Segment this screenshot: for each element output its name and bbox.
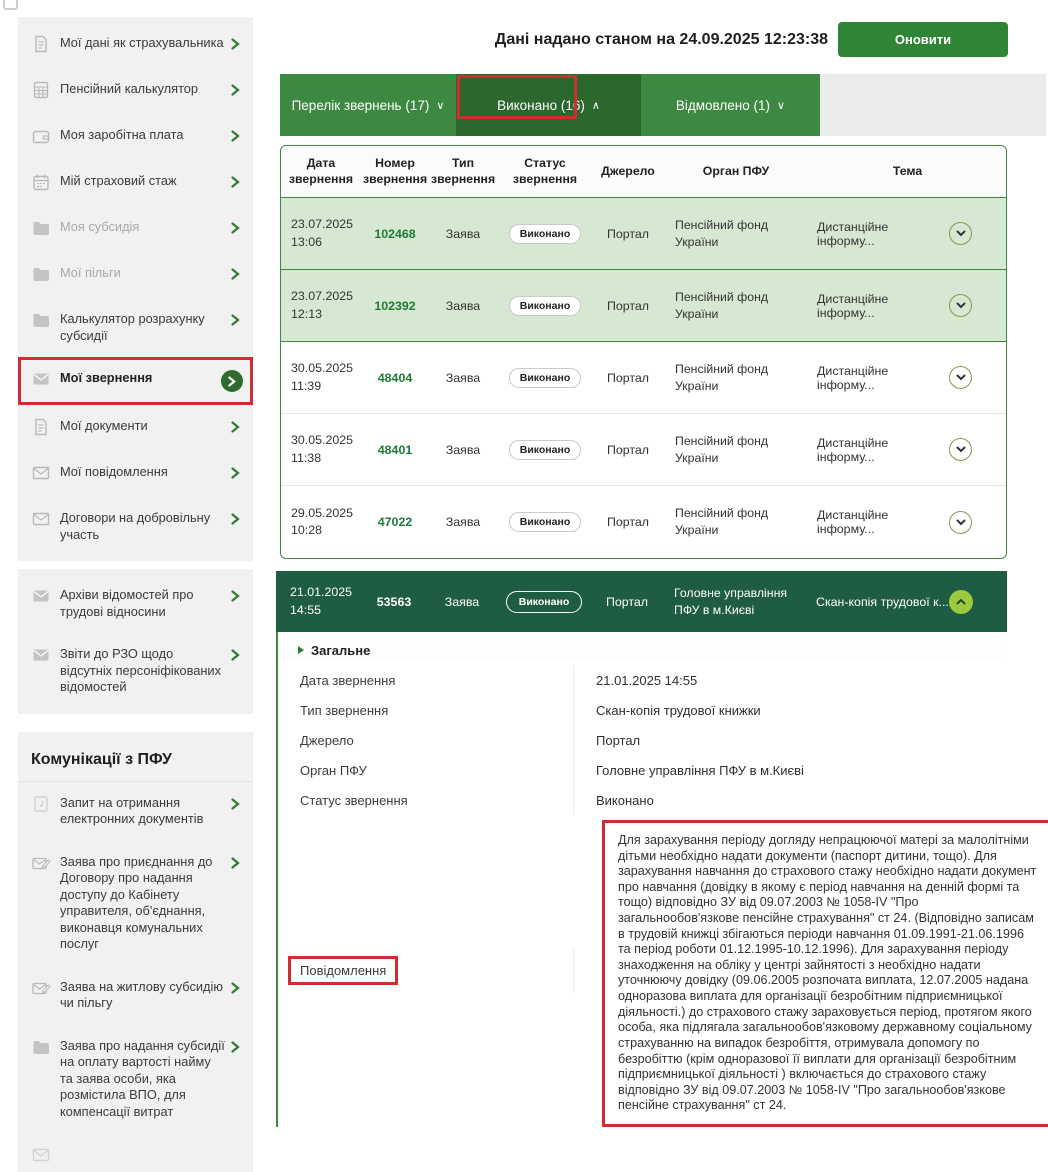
table-row-expanded[interactable]: 21.01.2025 14:55 53563 Заява Виконано Портал Головне управління ПФУ в м.Києві Скан-копія трудової к... bbox=[276, 571, 1007, 632]
chevron-down-icon: ∨ bbox=[777, 99, 785, 112]
detail-field-message bbox=[278, 815, 1007, 1127]
appeal-number-link[interactable]: 47022 bbox=[361, 515, 429, 529]
column-header: Статус звернення bbox=[497, 156, 593, 187]
table-row[interactable]: 23.07.2025 13:06 102468 Заява Виконано Портал Пенсійний фонд України Дистанційне інформу... bbox=[281, 198, 1006, 270]
sidebar-section-header: Комунікації з ПФУ bbox=[18, 737, 253, 782]
appeal-number-link[interactable]: 53563 bbox=[360, 595, 428, 609]
tab-all-appeals[interactable]: Перелік звернень (17) ∨ bbox=[280, 74, 456, 136]
sidebar-item-my-messages[interactable] bbox=[18, 451, 253, 497]
expand-chevron-down-icon[interactable] bbox=[949, 366, 972, 389]
sidebar-item-my-insurer-data[interactable] bbox=[18, 22, 253, 68]
collapse-chevron-up-icon[interactable] bbox=[949, 590, 973, 614]
detail-field bbox=[278, 695, 1007, 725]
sidebar-item-cutoff bbox=[18, 1133, 253, 1167]
column-header: Тема bbox=[809, 164, 1006, 179]
chevron-right-icon bbox=[231, 420, 243, 438]
field-label bbox=[278, 949, 574, 993]
tab-completed[interactable]: Виконано (16) ∧ bbox=[456, 74, 641, 136]
sidebar-group-main bbox=[18, 17, 253, 561]
sidebar-item-label: Мої пільги bbox=[60, 265, 225, 282]
sidebar-item-label: Договори на добровільну участь bbox=[60, 510, 225, 543]
envelope-icon bbox=[31, 509, 51, 529]
sidebar-item-label: Мій страховий стаж bbox=[60, 173, 225, 190]
chevron-right-icon bbox=[231, 589, 243, 607]
sidebar-item-label: Архіви відомостей про трудові відносини bbox=[60, 587, 225, 620]
detail-field bbox=[278, 755, 1007, 785]
annotation-box-message-text: Для зарахування періоду догляду непрацюючої матері за малолітніми дітьми необхідно надати документи (паспорт дитини, тощо). Для зарахування навчання до страхового стажу необхідно надати документ про навчання (довідку в якому є період навчання на денній формі та тощо) відповідно ЗУ від 09.07.2003 № 1058-IV "Про загальнообов'язкове пенсійне страхування" ст 24. (Відповідно записам в трудовій книжці збігаються періоди навчання 01.09.1991-21.06.1996 та період роботи 01.12.1995-10.12.1996). Для зарахування періоду знаходження на обліку у центрі зайнятості з необхідно надати уточнюючу довідку (09.06.2005 розпочата виплата, 12.07.2005 надана одноразова виплата для організації безробітним підприємницької діяльності.) до страхового стажу зараховується період, протягом якого особа, яка підлягала загальнообов'язковому державному соціальному страхуванню на випадок безробіття, отримувала допомогу по безробіттю (крім одноразової її виплати для організації безробітним підприємницької діяльності ) включається до страхового стажу відповідно ЗУ від 09.07.2003 № 1058-IV "Про загальнообов'язкове пенсійне страхування" ст 24. bbox=[602, 820, 1048, 1127]
envelope-pencil-icon bbox=[31, 853, 51, 873]
document-icon bbox=[31, 34, 51, 54]
column-header: Орган ПФУ bbox=[663, 164, 809, 179]
field-value: Портал bbox=[574, 725, 1007, 748]
expand-chevron-down-icon[interactable] bbox=[949, 294, 972, 317]
sidebar-item-label: Мої звернення bbox=[60, 370, 219, 387]
sidebar-item-voluntary-contracts[interactable] bbox=[18, 497, 253, 556]
wallet-icon bbox=[31, 126, 51, 146]
calculator-icon bbox=[31, 80, 51, 100]
annotation-box-message-label: Повідомлення bbox=[288, 956, 398, 985]
sidebar-item-subsidy-calculator[interactable] bbox=[18, 298, 253, 357]
status-badge: Виконано bbox=[509, 224, 582, 244]
sidebar-item-label: Заява про надання субсидії на оплату вартості найму та заява особи, яка розмістила ВПО, для компенсації витрат bbox=[60, 1038, 225, 1121]
envelope-icon bbox=[31, 586, 51, 606]
sidebar-item-rzo-reports[interactable] bbox=[18, 633, 253, 709]
details-section-general[interactable]: Загальне bbox=[278, 639, 1007, 661]
expand-chevron-down-icon[interactable] bbox=[949, 222, 972, 245]
folder-icon bbox=[31, 264, 51, 284]
content-header bbox=[280, 22, 1008, 57]
status-badge: Виконано bbox=[509, 296, 582, 316]
column-header: Джерело bbox=[593, 164, 663, 179]
detail-field bbox=[278, 725, 1007, 755]
envelope-icon bbox=[31, 463, 51, 483]
chevron-right-icon bbox=[231, 221, 243, 239]
status-badge: Виконано bbox=[509, 512, 582, 532]
chevron-right-icon bbox=[231, 856, 243, 874]
expand-chevron-down-icon[interactable] bbox=[949, 438, 972, 461]
field-label: Орган ПФУ bbox=[278, 755, 574, 785]
field-value: Скан-копія трудової книжки bbox=[574, 695, 1007, 718]
status-badge: Виконано bbox=[509, 440, 582, 460]
expand-chevron-down-icon[interactable] bbox=[949, 511, 972, 534]
sidebar-group-communications bbox=[18, 732, 253, 1172]
sidebar-item-label: Мої повідомлення bbox=[60, 464, 225, 481]
appeals-tabbar bbox=[280, 74, 820, 136]
field-value bbox=[574, 815, 1048, 1127]
field-value: Головне управління ПФУ в м.Києві bbox=[574, 755, 1007, 778]
envelope-icon bbox=[31, 369, 51, 389]
chevron-right-icon bbox=[231, 1040, 243, 1058]
table-row[interactable]: 30.05.2025 11:39 48404 Заява Виконано Портал Пенсійний фонд України Дистанційне інформу... bbox=[281, 342, 1006, 414]
tabbar-filler bbox=[820, 74, 1046, 136]
sidebar-item-my-subsidy[interactable] bbox=[18, 206, 253, 252]
sidebar-item-labor-archives[interactable] bbox=[18, 574, 253, 633]
chevron-right-icon bbox=[231, 37, 243, 55]
field-label: Дата звернення bbox=[278, 665, 574, 695]
chevron-up-icon: ∧ bbox=[592, 99, 600, 112]
sidebar-item-my-benefits[interactable] bbox=[18, 252, 253, 298]
refresh-button[interactable]: Оновити bbox=[838, 22, 1008, 57]
chevron-right-icon bbox=[231, 267, 243, 285]
appeal-number-link[interactable]: 102392 bbox=[361, 299, 429, 313]
details-fields bbox=[278, 665, 1007, 1127]
envelope-pencil-icon bbox=[31, 978, 51, 998]
detail-field bbox=[278, 665, 1007, 695]
field-value: 21.01.2025 14:55 bbox=[574, 665, 1007, 688]
calendar-icon bbox=[31, 172, 51, 192]
sidebar-item-insurance-record[interactable] bbox=[18, 160, 253, 206]
chevron-right-icon bbox=[231, 981, 243, 999]
sidebar-group-archives bbox=[18, 569, 253, 714]
sidebar-item-edoc-request[interactable] bbox=[18, 782, 253, 841]
sidebar-item-label: Запит на отримання електронних документів bbox=[60, 795, 225, 828]
tab-rejected[interactable]: Відмовлено (1) ∨ bbox=[641, 74, 820, 136]
document-icon bbox=[31, 417, 51, 437]
sidebar-item-label: Моя субсидія bbox=[60, 219, 225, 236]
field-label: Тип звернення bbox=[278, 695, 574, 725]
chevron-right-icon bbox=[231, 648, 243, 666]
table-header-row bbox=[281, 146, 1006, 198]
folder-icon bbox=[31, 310, 51, 330]
appeal-details-panel bbox=[276, 632, 1007, 1127]
envelope-icon bbox=[31, 645, 51, 665]
table-row[interactable]: 29.05.2025 10:28 47022 Заява Виконано Портал Пенсійний фонд України Дистанційне інформу... bbox=[281, 486, 1006, 558]
sidebar bbox=[18, 17, 253, 1172]
detail-field bbox=[278, 785, 1007, 815]
data-timestamp-text: Дані надано станом на 24.09.2025 12:23:38 bbox=[495, 31, 838, 49]
table-row[interactable]: 23.07.2025 12:13 102392 Заява Виконано Портал Пенсійний фонд України Дистанційне інформу... bbox=[281, 270, 1006, 342]
note-icon bbox=[31, 794, 51, 814]
cutoff-icon bbox=[3, 0, 18, 10]
sidebar-item-label: Пенсійний калькулятор bbox=[60, 81, 225, 98]
table-row[interactable]: 30.05.2025 11:38 48401 Заява Виконано Портал Пенсійний фонд України Дистанційне інформу... bbox=[281, 414, 1006, 486]
sidebar-item-housing-subsidy-application[interactable] bbox=[18, 966, 253, 1025]
sidebar-item-label: Звіти до РЗО щодо відсутніх персоніфікованих відомостей bbox=[60, 646, 225, 696]
envelope-icon bbox=[31, 1145, 51, 1165]
sidebar-item-label: Моя заробітна плата bbox=[60, 127, 225, 144]
status-badge: Виконано bbox=[506, 591, 583, 613]
sidebar-item-manager-access-application[interactable] bbox=[18, 841, 253, 966]
sidebar-item-label: Мої дані як страхувальника bbox=[60, 35, 225, 52]
sidebar-item-pension-calculator[interactable] bbox=[18, 68, 253, 114]
column-header: Номер звернення bbox=[361, 156, 429, 187]
appeal-number-link[interactable]: 102468 bbox=[361, 227, 429, 241]
sidebar-item-label: Мої документи bbox=[60, 418, 225, 435]
chevron-right-icon bbox=[231, 797, 243, 815]
chevron-right-icon bbox=[231, 175, 243, 193]
chevron-right-icon bbox=[231, 83, 243, 101]
chevron-right-icon bbox=[231, 129, 243, 147]
sidebar-item-label: Калькулятор розрахунку субсидії bbox=[60, 311, 225, 344]
field-value: Виконано bbox=[574, 785, 1007, 808]
chevron-right-icon bbox=[231, 466, 243, 484]
field-label: Статус звернення bbox=[278, 785, 574, 815]
chevron-down-icon: ∨ bbox=[436, 99, 444, 112]
appeal-number-link[interactable]: 48401 bbox=[361, 443, 429, 457]
column-header: Тип звернення bbox=[429, 156, 497, 187]
sidebar-item-my-salary[interactable] bbox=[18, 114, 253, 160]
chevron-right-circle-icon bbox=[221, 370, 243, 392]
appeal-number-link[interactable]: 48404 bbox=[361, 371, 429, 385]
triangle-right-icon bbox=[298, 646, 304, 654]
chevron-right-icon bbox=[231, 313, 243, 331]
field-label: Джерело bbox=[278, 725, 574, 755]
sidebar-item-rent-subsidy-application[interactable] bbox=[18, 1025, 253, 1134]
sidebar-item-my-appeals[interactable] bbox=[18, 357, 253, 405]
chevron-right-icon bbox=[231, 512, 243, 530]
sidebar-item-label: Заява на житлову субсидію чи пільгу bbox=[60, 979, 225, 1012]
sidebar-item-my-documents[interactable] bbox=[18, 405, 253, 451]
sidebar-item-label: Заява про приєднання до Договору про надання доступу до Кабінету управителя, об'єднання, виконавця комунальних послуг bbox=[60, 854, 225, 953]
column-header: Дата звернення bbox=[281, 156, 361, 187]
folder-icon bbox=[31, 218, 51, 238]
folder-icon bbox=[31, 1037, 51, 1057]
status-badge: Виконано bbox=[509, 368, 582, 388]
appeals-table bbox=[280, 145, 1007, 559]
